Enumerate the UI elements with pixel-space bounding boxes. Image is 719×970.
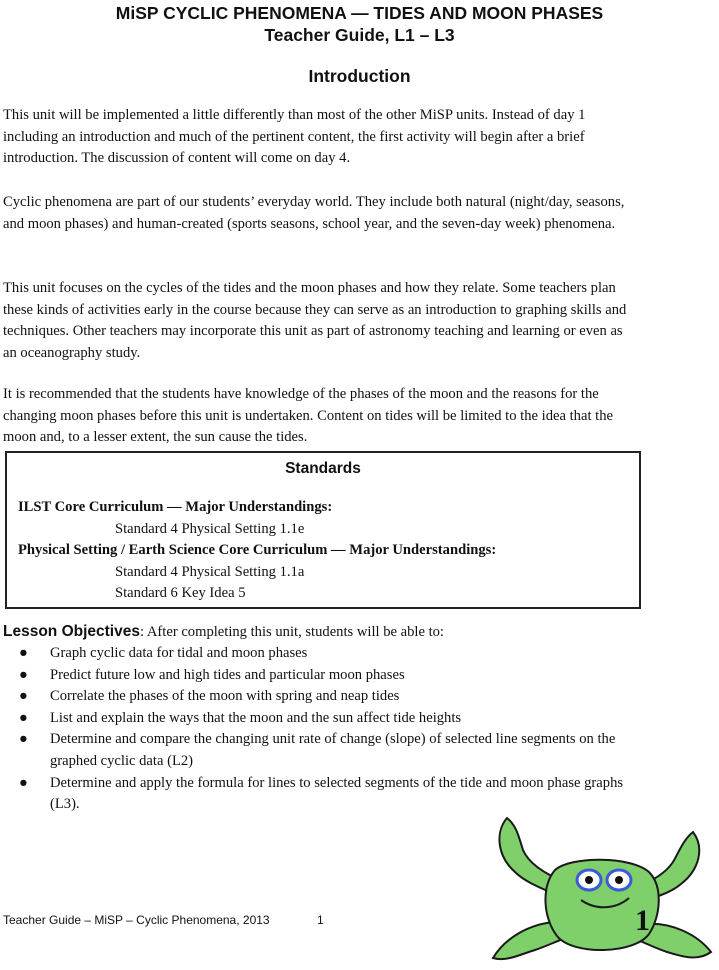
objective-text: Graph cyclic data for tidal and moon phases bbox=[50, 645, 308, 661]
page-footer bbox=[3, 913, 324, 927]
paragraph-1: This unit will be implemented a little differently than most of the other MiSP units. Instead of day 1 including an introduction and much of the pertinent content, the first activity will begin after a brief introduction. The discussion of content will come on day 4. bbox=[3, 107, 586, 167]
objective-text: Determine and compare the changing unit rate of change (slope) of selected line segments on the graphed cyclic data (L2) bbox=[50, 731, 616, 769]
earth-standard-item-1: Standard 4 Physical Setting 1.1a bbox=[115, 564, 305, 580]
objective-item bbox=[3, 729, 643, 772]
objectives-lead bbox=[3, 621, 643, 643]
document-title bbox=[0, 2, 719, 46]
objectives-intro: : After completing this unit, students will be able to: bbox=[139, 624, 444, 640]
objectives-list bbox=[3, 643, 643, 816]
standards-box bbox=[5, 451, 641, 609]
objective-item bbox=[3, 665, 643, 687]
objective-item bbox=[3, 643, 643, 665]
objectives-label: Lesson Objectives bbox=[3, 623, 140, 640]
footer-text: Teacher Guide – MiSP – Cyclic Phenomena, 2013 bbox=[3, 913, 270, 927]
bullet-icon: ● bbox=[19, 645, 28, 661]
bullet-icon: ● bbox=[19, 688, 28, 705]
ilst-heading: ILST Core Curriculum — Major Understandings: bbox=[18, 499, 333, 515]
introduction-heading: Introduction bbox=[308, 66, 411, 86]
paragraph-4: It is recommended that the students have knowledge of the phases of the moon and the reasons for the changing moon phases before this unit is undertaken. Content on tides will be limited to the idea that the moon and, to a lesser extent, the sun cause the tides. bbox=[3, 386, 613, 446]
objective-item bbox=[3, 708, 643, 730]
title-line-2: Teacher Guide, L1 – L3 bbox=[264, 25, 455, 45]
objective-text: Predict future low and high tides and particular moon phases bbox=[50, 666, 405, 683]
frog-mascot-illustration bbox=[485, 812, 719, 970]
earth-standard-item-2: Standard 6 Key Idea 5 bbox=[115, 585, 246, 601]
frog-body bbox=[493, 818, 711, 959]
paragraph-3: This unit focuses on the cycles of the tides and the moon phases and how they relate. Some teachers plan these kinds of activities early in the course because they can serve as an introduction to graphing skills and techniques. Other teachers may incorporate this unit as part of astronomy teaching and learning or even as an oceanography study. bbox=[3, 280, 627, 361]
objective-text: List and explain the ways that the moon and the sun affect tide heights bbox=[50, 709, 462, 726]
lesson-objectives bbox=[3, 621, 643, 816]
bullet-icon: ● bbox=[19, 709, 28, 726]
objective-text: Correlate the phases of the moon with spring and neap tides bbox=[50, 688, 400, 705]
objective-item bbox=[3, 686, 643, 708]
bullet-icon: ● bbox=[19, 774, 28, 791]
frog-number-label: 1 bbox=[635, 904, 650, 937]
objective-item bbox=[3, 773, 643, 816]
earth-science-heading: Physical Setting / Earth Science Core Curriculum — Major Understandings: bbox=[18, 542, 497, 558]
objective-text: Determine and apply the formula for lines to selected segments of the tide and moon phase graphs (L3). bbox=[50, 774, 624, 813]
bullet-icon: ● bbox=[19, 731, 28, 748]
title-line-1: MiSP CYCLIC PHENOMENA — TIDES AND MOON PHASES bbox=[115, 3, 604, 23]
standards-title: Standards bbox=[285, 460, 361, 477]
paragraph-2: Cyclic phenomena are part of our students’ everyday world. They include both natural (night/day, seasons, and moon phases) and human-created (sports seasons, school year, and the seven-day week) phenomena. bbox=[3, 194, 625, 232]
bullet-icon: ● bbox=[19, 666, 28, 683]
ilst-standard-item: Standard 4 Physical Setting 1.1e bbox=[115, 521, 305, 537]
page-number: 1 bbox=[317, 913, 324, 927]
